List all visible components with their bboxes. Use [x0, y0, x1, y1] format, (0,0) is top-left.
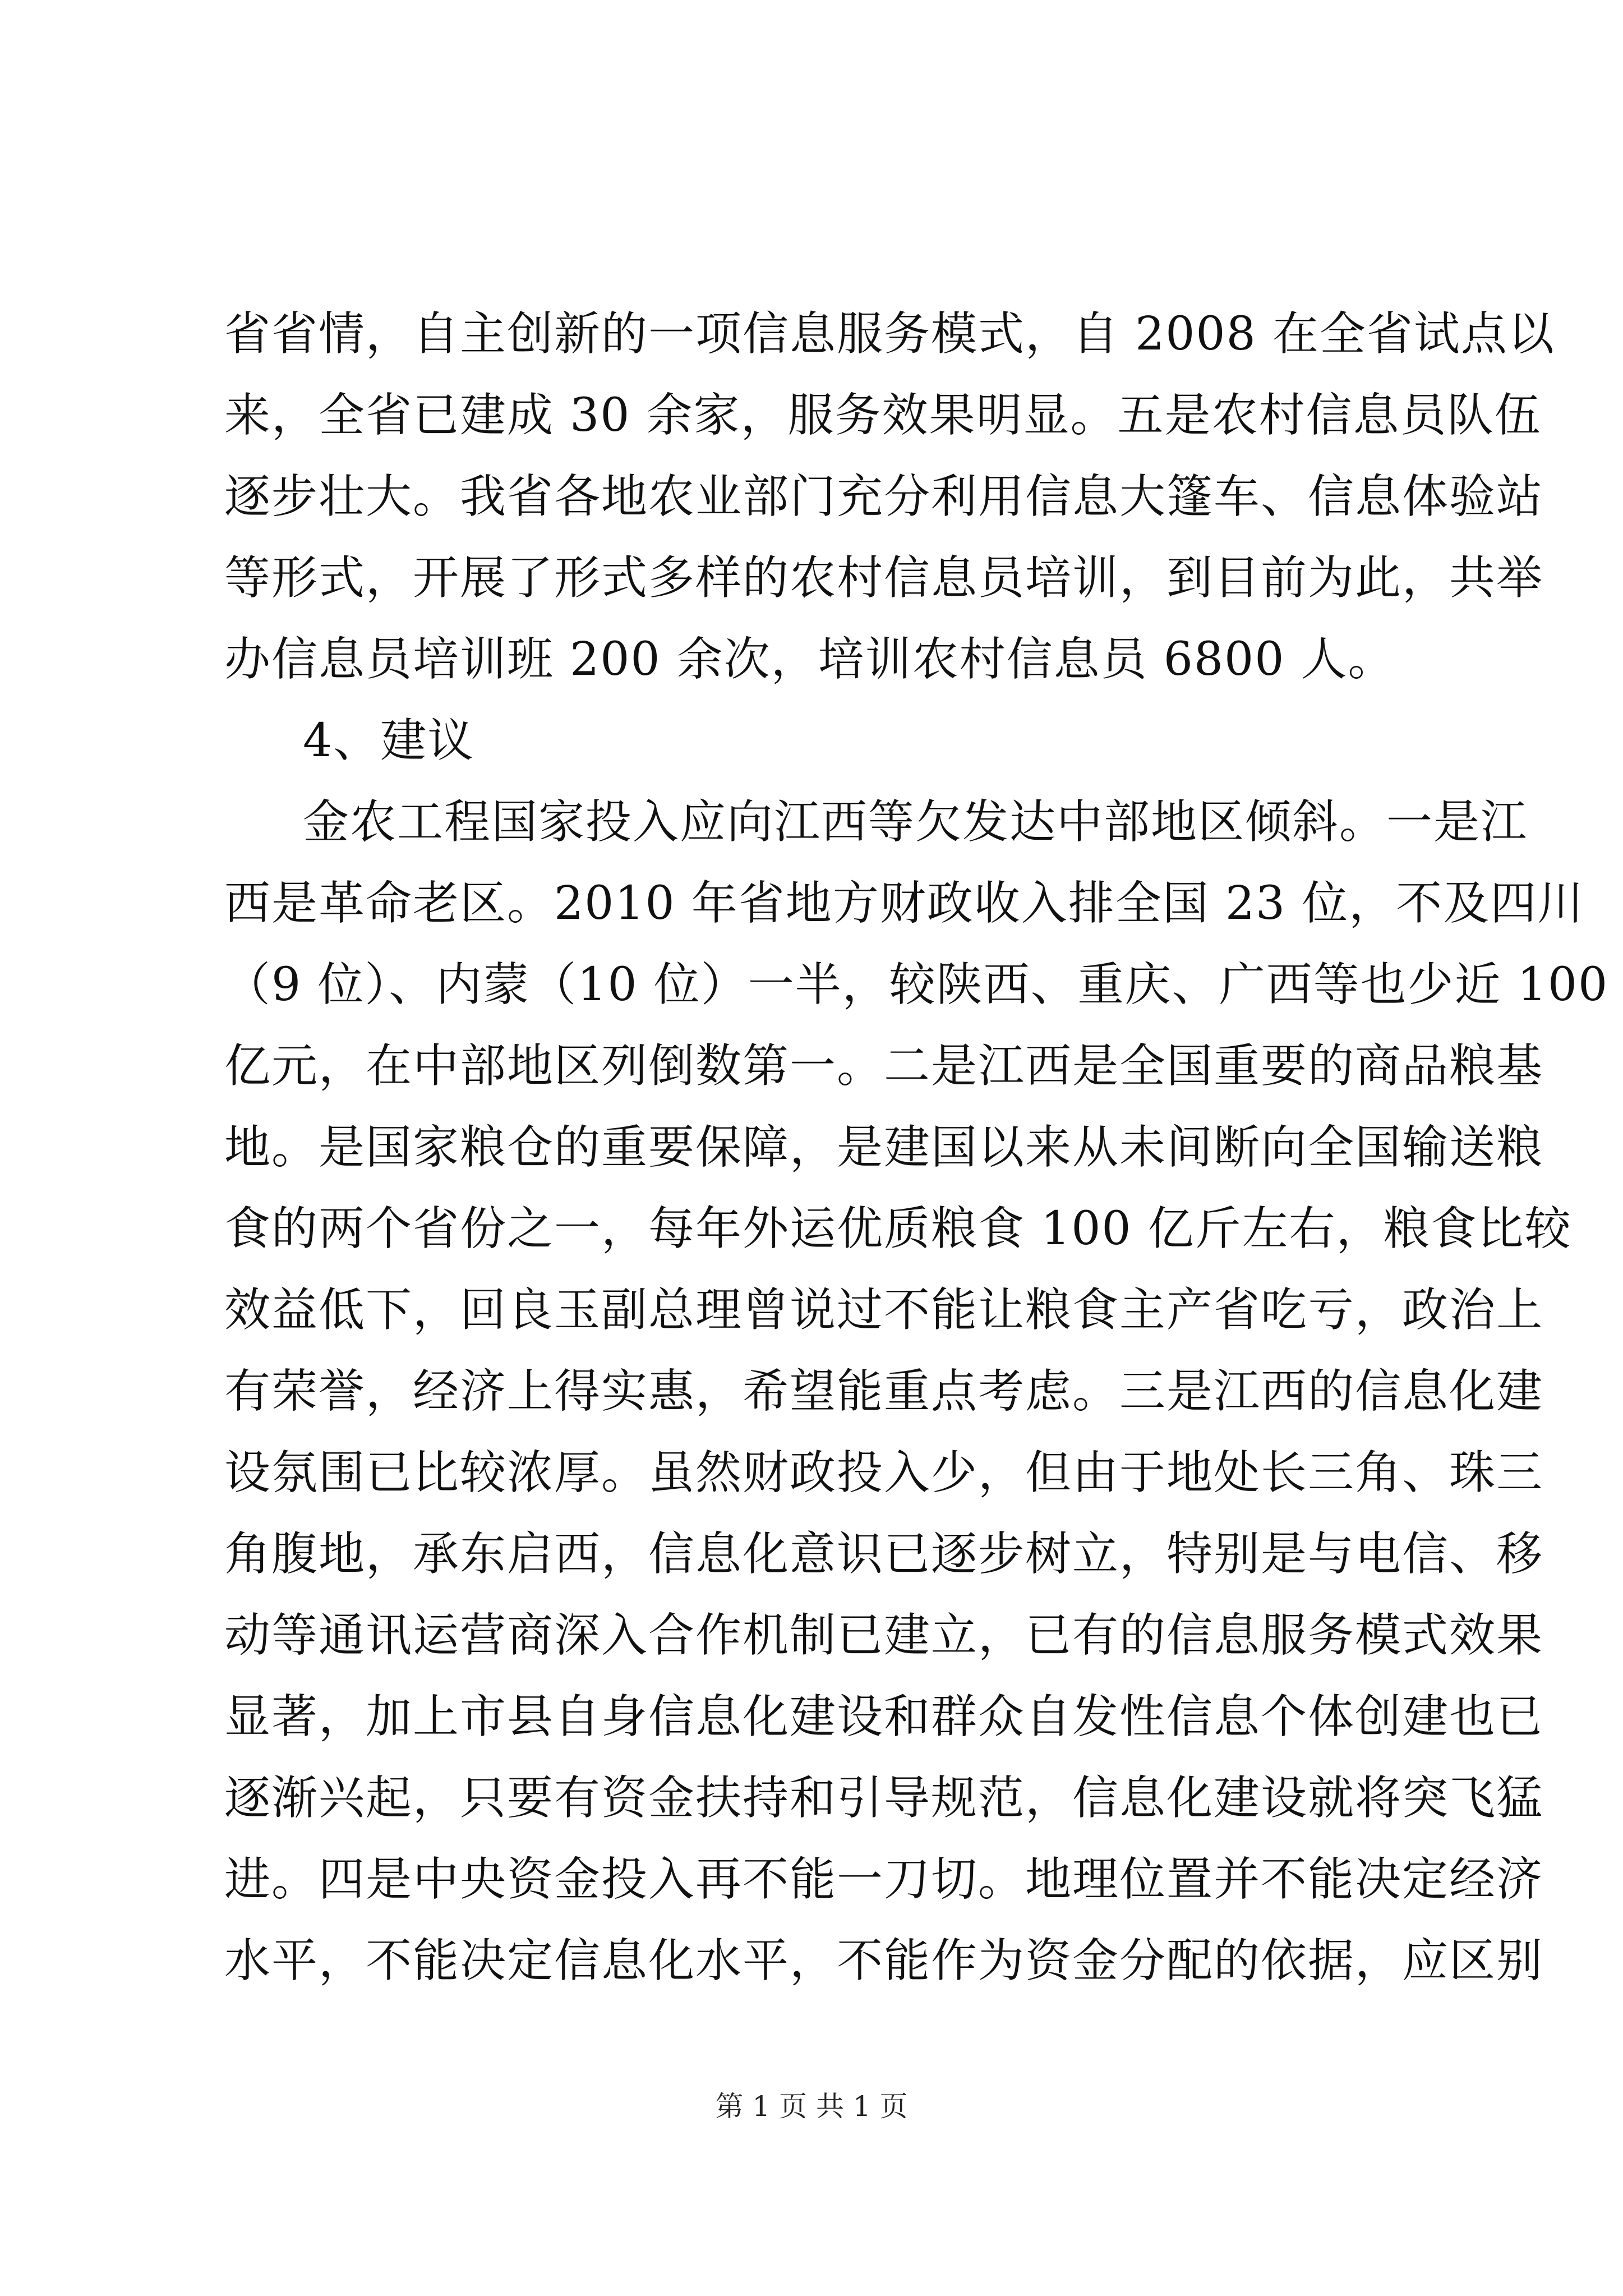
- text-line: （9 位）、内蒙（10 位）一半，较陕西、重庆、广西等也少近 100: [224, 958, 1609, 1011]
- section-heading: 4、建议: [303, 714, 475, 767]
- text-line: 显著，加上市县自身信息化建设和群众自发性信息个体创建也已: [224, 1690, 1544, 1743]
- text-line: 逐渐兴起，只要有资金扶持和引导规范，信息化建设就将突飞猛: [224, 1772, 1544, 1825]
- text-line: 水平，不能决定信息化水平，不能作为资金分配的依据，应区别: [224, 1934, 1544, 1987]
- text-line: 省省情，自主创新的一项信息服务模式，自 2008 在全省试点以: [224, 307, 1555, 361]
- text-line: 有荣誉，经济上得实惠，希望能重点考虑。三是江西的信息化建: [224, 1365, 1544, 1418]
- text-line: 地。是国家粮仓的重要保障，是建国以来从未间断向全国输送粮: [224, 1121, 1544, 1174]
- text-line: 效益低下，回良玉副总理曾说过不能让粮食主产省吃亏，政治上: [224, 1283, 1544, 1337]
- text-line: 来，全省已建成 30 余家，服务效果明显。五是农村信息员队伍: [224, 389, 1542, 442]
- text-line: 办信息员培训班 200 余次，培训农村信息员 6800 人。: [224, 633, 1395, 686]
- page-number-footer: 第 1 页 共 1 页: [715, 2090, 908, 2123]
- text-line: 西是革命老区。2010 年省地方财政收入排全国 23 位，不及四川: [224, 877, 1585, 930]
- text-line: 逐步壮大。我省各地农业部门充分利用信息大篷车、信息体验站: [224, 470, 1544, 523]
- text-line: 设氛围已比较浓厚。虽然财政投入少，但由于地处长三角、珠三: [224, 1446, 1544, 1499]
- text-line: 金农工程国家投入应向江西等欠发达中部地区倾斜。一是江: [303, 795, 1528, 849]
- text-line: 食的两个省份之一，每年外运优质粮食 100 亿斤左右，粮食比较: [224, 1202, 1572, 1255]
- text-line: 动等通讯运营商深入合作机制已建立，已有的信息服务模式效果: [224, 1609, 1544, 1662]
- text-line: 亿元，在中部地区列倒数第一。二是江西是全国重要的商品粮基: [224, 1039, 1544, 1093]
- text-line: 角腹地，承东启西，信息化意识已逐步树立，特别是与电信、移: [224, 1527, 1544, 1581]
- text-line: 进。四是中央资金投入再不能一刀切。地理位置并不能决定经济: [224, 1853, 1544, 1906]
- text-line: 等形式，开展了形式多样的农村信息员培训，到目前为此，共举: [224, 551, 1544, 605]
